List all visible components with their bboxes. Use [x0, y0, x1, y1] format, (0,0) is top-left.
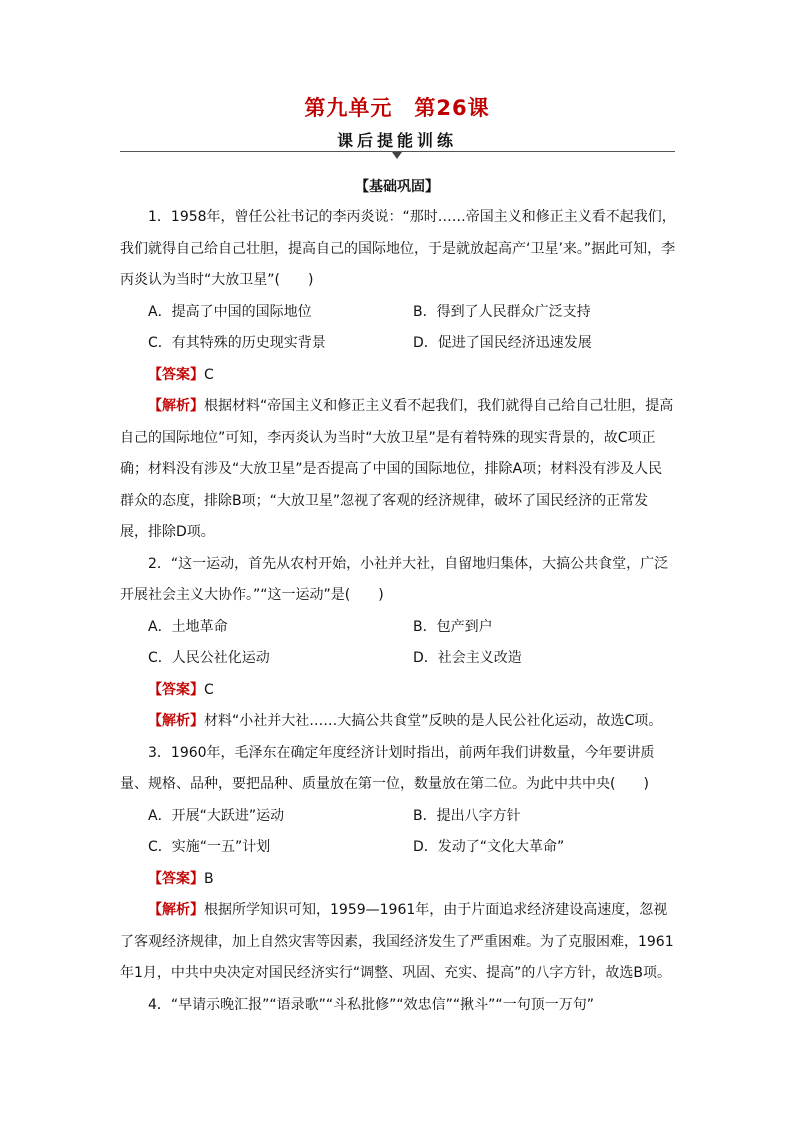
unit-title: 第九单元 第26课 — [304, 96, 490, 120]
option-b: B．提出八字方针 — [413, 807, 521, 824]
answer-line — [120, 864, 676, 896]
analysis-paragraph — [120, 895, 676, 990]
option-a: A．土地革命 — [148, 618, 228, 635]
analysis-tag: 【解析】 — [148, 398, 204, 414]
option-d: D．促进了国民经济迅速发展 — [413, 335, 592, 351]
divider-arrow-icon — [392, 152, 402, 159]
option-row — [120, 643, 676, 675]
option-a: A．提高了中国的国际地位 — [148, 303, 312, 320]
question-stem: 4．“早请示晚汇报”“语录歌”“斗私批修”“效忠信”“揪斗”“一句顶一万句” — [148, 996, 594, 1013]
answer-tag: 【答案】 — [148, 366, 204, 383]
analysis-paragraph — [120, 391, 676, 549]
option-a: A．开展“大跃进”运动 — [148, 807, 285, 824]
answer-tag: 【答案】 — [148, 681, 204, 698]
lesson-subtitle: 课后提能训练 — [336, 131, 457, 150]
option-row — [120, 832, 676, 864]
answer-line — [120, 360, 676, 392]
option-row — [120, 328, 676, 360]
option-row — [120, 297, 676, 329]
option-d: D．社会主义改造 — [413, 650, 522, 666]
option-row — [120, 612, 676, 644]
answer-value: C — [204, 681, 214, 698]
option-b: B．得到了人民群众广泛支持 — [413, 303, 591, 320]
section-heading: 【基础巩固】 — [355, 179, 439, 195]
question-stem: 2．“这一运动，首先从农村开始，小社并大社，自留地归集体，大搞公共食堂，广泛开展社会主义大协作。”“这一运动”是( ) — [120, 555, 669, 603]
analysis-tag: 【解析】 — [148, 902, 204, 918]
option-c: C．实施“一五”计划 — [148, 839, 271, 855]
question-stem: 1．1958年，曾任公社书记的李丙炎说：“那时……帝国主义和修正主义看不起我们，我们就得自己给自己壮胆，提高自己的国际地位，于是就放起高产‘卫星’来。”据此可知，李丙炎认为当时“大放卫星”( ) — [120, 209, 676, 288]
analysis-paragraph — [120, 706, 676, 738]
analysis-text: 根据所学知识可知，1959—1961年，由于片面追求经济建设高速度，忽视了客观经济规律，加上自然灾害等因素，我国经济发生了严重困难。为了克服困难，1961年1月，中共中央决定对国民经济实行“调整、巩固、充实、提高”的八字方针，故选B项。 — [120, 902, 674, 981]
answer-tag: 【答案】 — [148, 870, 204, 887]
option-c: C．有其特殊的历史现实背景 — [148, 335, 326, 351]
analysis-text: 材料“小社并大社……大搞公共食堂”反映的是人民公社化运动，故选C项。 — [204, 713, 663, 729]
question-list — [120, 202, 676, 1021]
answer-value: B — [204, 870, 214, 887]
question-stem: 3．1960年，毛泽东在确定年度经济计划时指出，前两年我们讲数量，今年要讲质量、规格、品种，要把品种、质量放在第一位，数量放在第二位。为此中共中央( ) — [120, 744, 655, 792]
option-row — [120, 801, 676, 833]
answer-value: C — [204, 366, 214, 383]
option-b: B．包产到户 — [413, 618, 493, 635]
option-d: D．发动了“文化大革命” — [413, 839, 565, 855]
answer-line — [120, 675, 676, 707]
analysis-text: 根据材料“帝国主义和修正主义看不起我们，我们就得自己给自己壮胆，提高自己的国际地位”可知，李丙炎认为当时“大放卫星”是有着特殊的现实背景的，故C项正确；材料没有涉及“大放卫星”是否提高了中国的国际地位，排除A项；材料没有涉及人民群众的态度，排除B项；“大放卫星”忽视了客观的经济规律，破坏了国民经济的正常发展，排除D项。 — [120, 398, 674, 540]
option-c: C．人民公社化运动 — [148, 650, 270, 666]
analysis-tag: 【解析】 — [148, 713, 204, 729]
